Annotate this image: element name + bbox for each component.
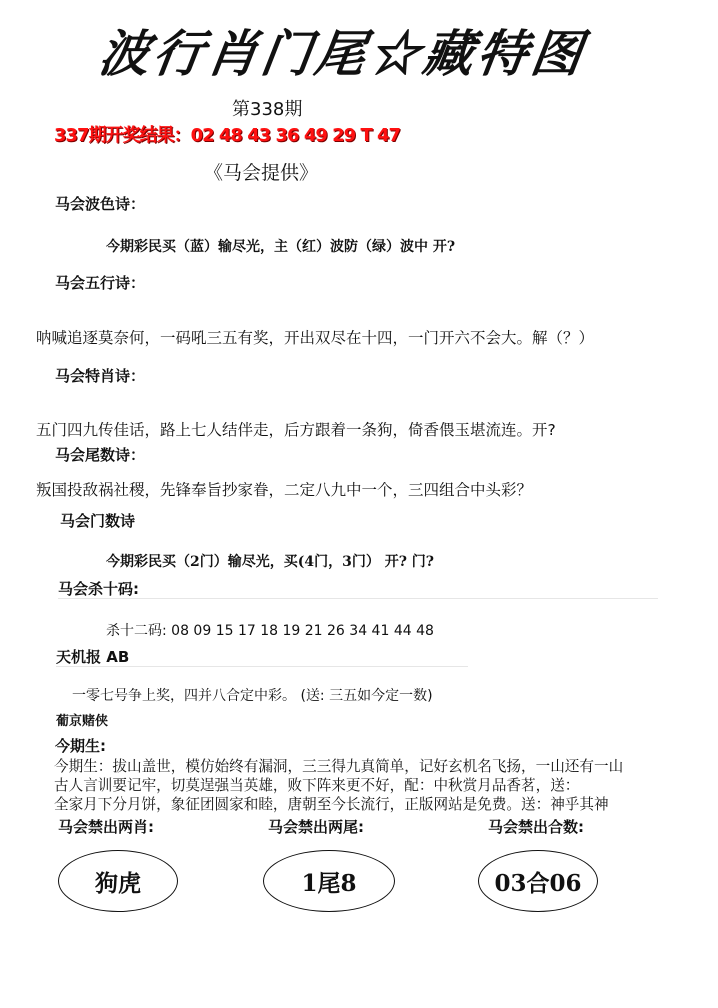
divider xyxy=(58,598,658,599)
this-issue-line: 古人言训要记牢，切莫逞强当英雄，败下阵来更不好，配：中秋赏月品香茗，送： xyxy=(54,777,580,794)
this-issue-line: 今期生：拔山盖世，模仿始终有漏洞，三三得九真简单，记好玄机名飞扬，一山还有一山 xyxy=(54,758,624,775)
this-issue-line: 全家月下分月饼，象征团圆家和睦，唐朝至今长流行，正版网站是免费。送：神乎其神 xyxy=(54,796,609,813)
wave-label: 马会波色诗： xyxy=(55,195,146,213)
page-title: 波行肖门尾☆藏特图 xyxy=(95,24,590,83)
banned-tail-label: 马会禁出两尾: xyxy=(268,818,364,836)
gate-label: 马会门数诗 xyxy=(60,512,136,530)
kill-numbers: 杀十二码: 08 09 15 17 18 19 21 26 34 41 44 48 xyxy=(106,623,434,639)
tianji-label: 天机报 AB xyxy=(56,648,130,666)
banned-zodiac-label: 马会禁出两肖: xyxy=(58,818,154,836)
issue-number: 第338期 xyxy=(232,99,303,120)
zodiac-line: 五门四九传佳话，路上七人结伴走，后方跟着一条狗，倚香偎玉堪流连。开? xyxy=(36,421,556,439)
previous-result: 337期开奖结果：02 48 43 36 49 29 T 47 xyxy=(54,125,401,146)
five-elements-line: 呐喊追逐莫奈何，一码吼三五有奖，开出双尽在十四，一门开六不会大。解（？） xyxy=(36,329,595,347)
wave-line: 今期彩民买（蓝）输尽光，主（红）波防（绿）波中 开? xyxy=(106,239,456,255)
banned-tail-value: 1尾8 xyxy=(263,850,395,912)
casino-label: 葡京赌侠 xyxy=(56,714,109,729)
provider-label: 《马会提供》 xyxy=(204,162,319,184)
tail-label: 马会尾数诗： xyxy=(55,446,146,464)
tianji-line: 一零七号争上奖，四并八合定中彩。 (送: 三五如今定一数) xyxy=(72,688,433,704)
banned-zodiac-value: 狗虎 xyxy=(58,850,178,912)
five-elements-label: 马会五行诗： xyxy=(55,274,146,292)
tail-line: 叛国投敌祸社稷，先锋奉旨抄家眷，二定八九中一个，三四组合中头彩？ xyxy=(36,481,533,499)
this-issue-label: 今期生: xyxy=(55,737,106,755)
divider xyxy=(56,666,468,667)
kill-label: 马会杀十码: xyxy=(58,580,139,598)
zodiac-label: 马会特肖诗： xyxy=(55,367,146,385)
banned-sum-label: 马会禁出合数: xyxy=(488,818,584,836)
banned-sum-value: 03合06 xyxy=(478,850,598,912)
gate-line: 今期彩民买（2门）输尽光，买(4门，3门） 开? 门? xyxy=(106,554,435,570)
